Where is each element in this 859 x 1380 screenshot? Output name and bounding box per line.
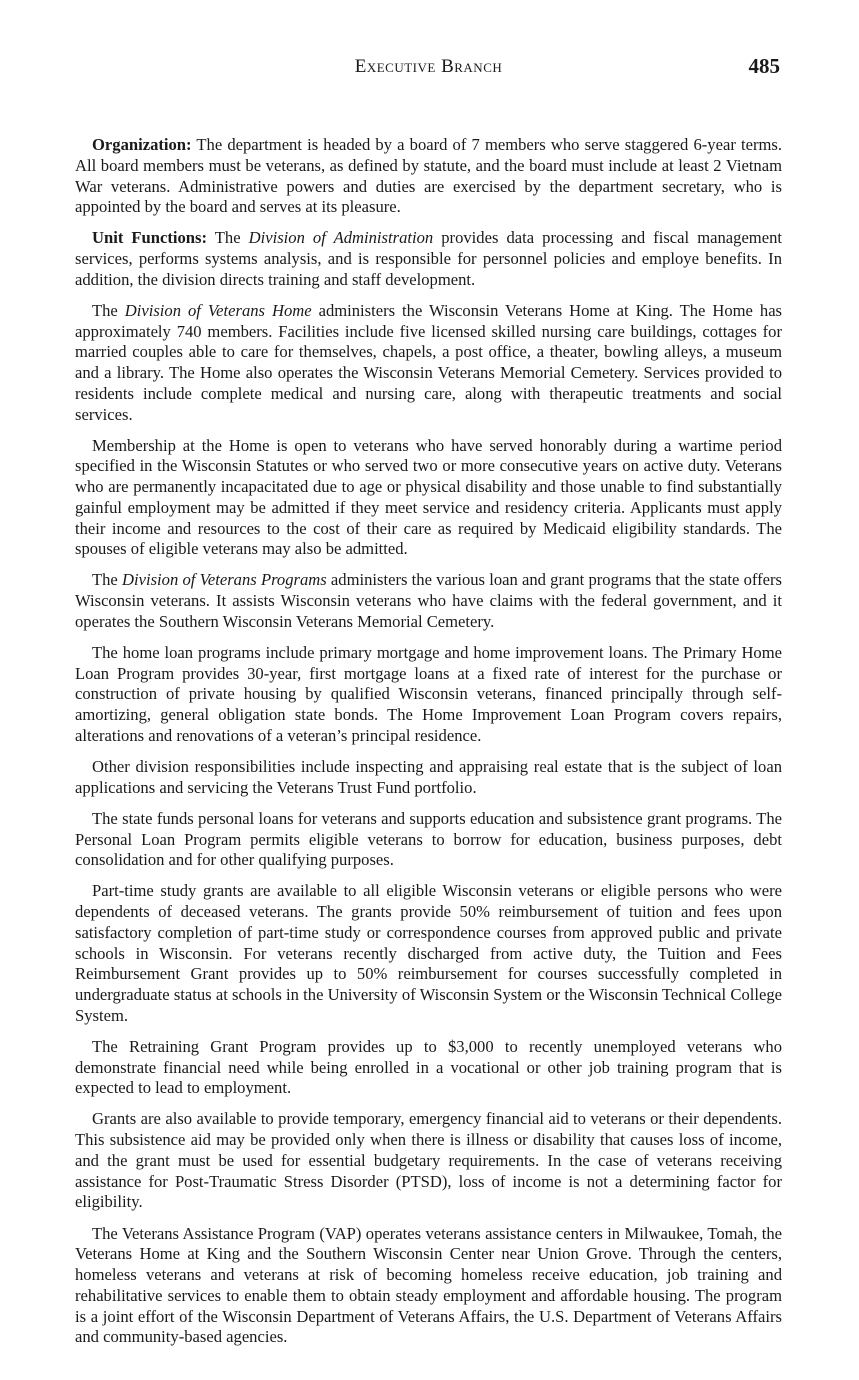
paragraph-text: Membership at the Home is open to veterans who have served honorably during a wartime period specified in the Wisconsin Statutes or who served two or more consecutive years on active duty. Veterans who are permanently incapacitated due to age or physical disability and those unable to find substantially gainful employment may be admitted if they meet service and residency criteria. Applicants must apply their income and resources to the cost of their care as required by Medicaid eligibility standards. The spouses of eligible veterans may also be admitted. bbox=[75, 435, 782, 559]
paragraph-veterans-home bbox=[75, 301, 782, 426]
paragraph-text: administers the Wisconsin Veterans Home at King. The Home has approximately 740 members. Facilities include five licensed skilled nursing care buildings, cottages for married couples able to care for themselves, chapels, a post office, a theater, bowling alleys, a museum and a library. The Home also operates the Wisconsin Veterans Memorial Cemetery. Services provided to residents include complete medical and nursing care, along with therapeutic treatments and social services. bbox=[75, 300, 783, 424]
page-number: 485 bbox=[748, 54, 780, 78]
paragraph-text: provides data processing and fiscal management services, performs systems analysis, and is responsible for personnel policies and employe benefits. In addition, the division directs training and staff development. bbox=[75, 228, 782, 289]
paragraph-text: Other division responsibilities include inspecting and appraising real estate that is the subject of loan applications and servicing the Veterans Trust Fund portfolio. bbox=[75, 757, 782, 797]
paragraph-personal-loans bbox=[75, 809, 782, 871]
paragraph-text-lead: The bbox=[92, 570, 123, 590]
paragraph-text: The home loan programs include primary mortgage and home improvement loans. The Primary Home Loan Program provides 30-year, first mortgage loans at a fixed rate of interest for the purchase or construction of private housing by qualified Wisconsin veterans, financed principally through self-amortizing, general obligation state bonds. The Home Improvement Loan Program covers repairs, alterations and renovations of a veteran’s principal residence. bbox=[75, 642, 782, 745]
paragraph-text: The Retraining Grant Program provides up to $3,000 to recently unemployed veterans who demonstrate financial need while being enrolled in a vocational or other job training program that is expected to lead to employment. bbox=[75, 1036, 782, 1098]
run-in-heading: Unit Functions: bbox=[92, 228, 208, 248]
paragraph-text: Grants are also available to provide temporary, emergency financial aid to veterans or their dependents. This subsistence aid may be provided only when there is illness or disability that causes loss of income, and the grant must be used for essential budgetary requirements. In the case of veterans receiving assistance for Post-Traumatic Stress Disorder (PTSD), loss of income is not a determining factor for eligibility. bbox=[75, 1109, 782, 1212]
paragraph-other-responsibilities bbox=[75, 757, 782, 799]
body-text bbox=[75, 135, 782, 1358]
paragraph-retraining-grant bbox=[75, 1037, 782, 1099]
paragraph-subsistence-aid bbox=[75, 1109, 782, 1213]
paragraph-text-lead: The bbox=[207, 228, 249, 248]
paragraph-veterans-programs bbox=[75, 570, 782, 632]
paragraph-home-loans bbox=[75, 643, 782, 747]
paragraph-text: administers the various loan and grant programs that the state offers Wisconsin veterans. It assists Wisconsin veterans who have claims with the federal government, and it operates the Southern Wisconsin Veterans Memorial Cemetery. bbox=[75, 570, 782, 631]
running-head: Executive Branch bbox=[354, 56, 503, 77]
paragraph-unit-functions bbox=[75, 228, 782, 290]
paragraph-text: The department is headed by a board of 7 members who serve staggered 6-year terms. All board members must be veterans, as defined by statute, and the board must include at least 2 Vietnam War veterans. Administrative powers and duties are exercised by the department secretary, who is appointed by the board and serves at its pleasure. bbox=[75, 135, 782, 217]
paragraph-text: Part-time study grants are available to all eligible Wisconsin veterans or eligible persons who were dependents of deceased veterans. The grants provide 50% reimbursement of tuition and fees upon satisfactory completion of part-time study or correspondence courses from approved public and private schools in Wisconsin. For veterans recently discharged from active duty, the Tuition and Fees Reimbursement Grant provides up to 50% reimbursement for courses successfully completed in undergraduate status at schools in the University of Wisconsin System or the Wisconsin Technical College System. bbox=[75, 881, 782, 1025]
division-name: Division of Veterans Programs bbox=[122, 570, 327, 590]
paragraph-organization bbox=[75, 135, 782, 218]
paragraph-membership bbox=[75, 436, 782, 561]
paragraph-text-lead: The bbox=[92, 300, 125, 320]
page-header bbox=[75, 54, 782, 82]
division-name: Division of Veterans Home bbox=[124, 300, 312, 320]
run-in-heading: Organization: bbox=[92, 135, 192, 154]
paragraph-text: The state funds personal loans for veterans and supports education and subsistence grant programs. The Personal Loan Program permits eligible veterans to borrow for education, business purposes, debt consolidation and for other qualifying purposes. bbox=[75, 808, 782, 870]
division-name: Division of Administration bbox=[248, 228, 434, 248]
paragraph-vap bbox=[75, 1224, 782, 1349]
paragraph-study-grants bbox=[75, 881, 782, 1026]
paragraph-text: The Veterans Assistance Program (VAP) operates veterans assistance centers in Milwaukee, Tomah, the Veterans Home at King and the Southern Wisconsin Center near Union Grove. Through the centers, homeless veterans and veterans at risk of becoming homeless receive education, job training and rehabilitative services to enable them to obtain steady employment and affordable housing. The program is a joint effort of the Wisconsin Department of Veterans Affairs, the U.S. Department of Veterans Affairs and community-based agencies. bbox=[75, 1223, 782, 1347]
